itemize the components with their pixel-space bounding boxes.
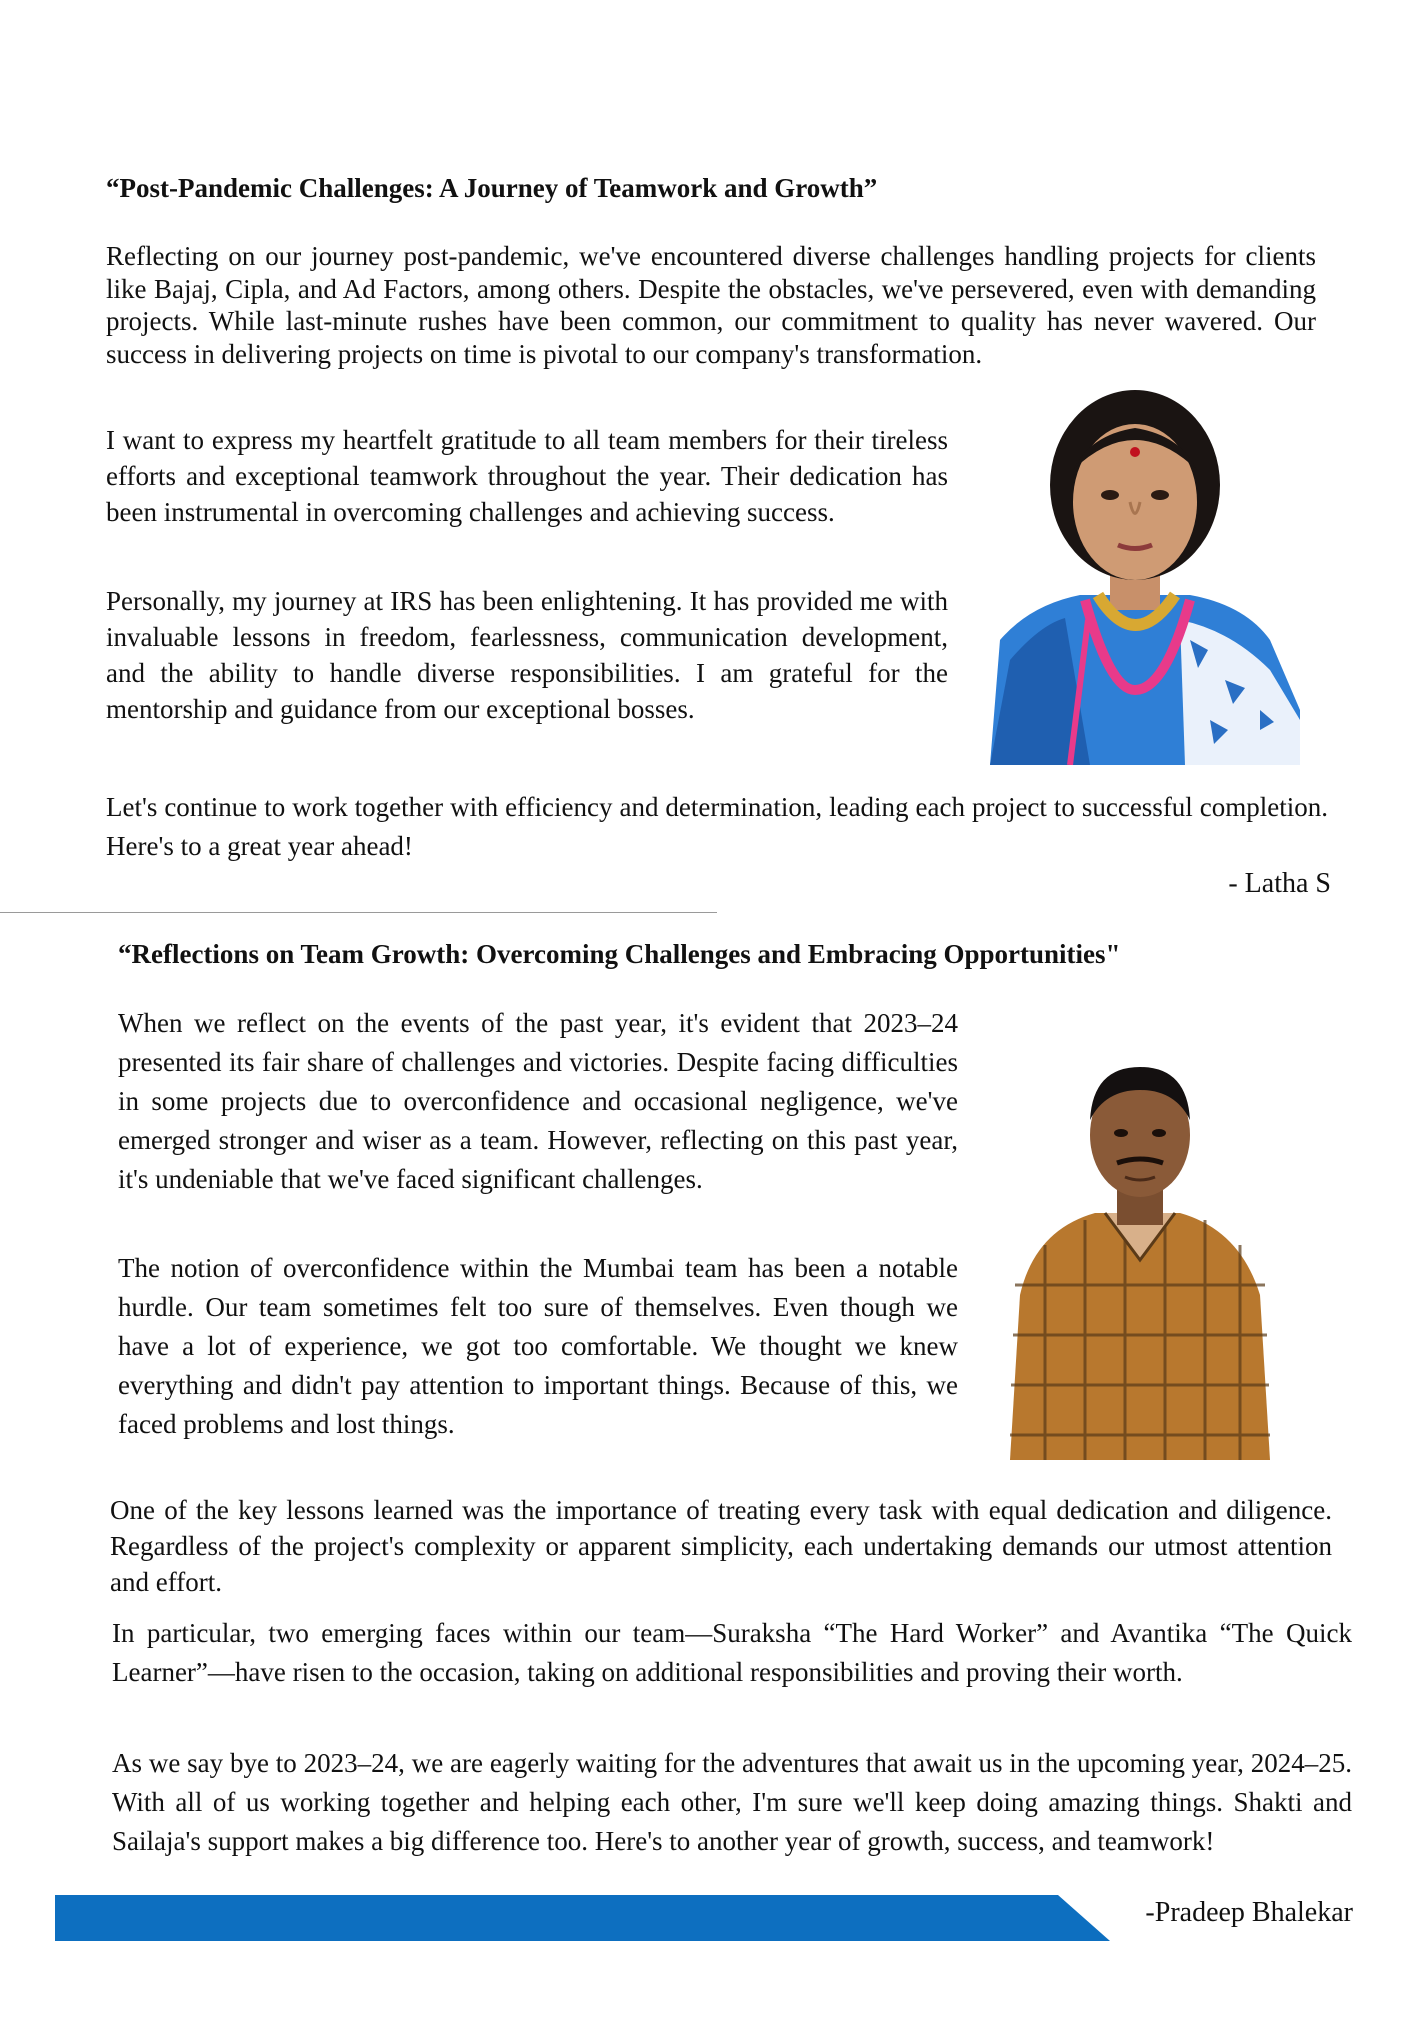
article1-author: - Latha S — [1228, 868, 1331, 899]
article1-title: “Post-Pandemic Challenges: A Journey of Teamwork and Growth” — [106, 173, 878, 203]
article1-paragraph-1: Reflecting on our journey post-pandemic, we've encountered diverse challenges handling projects for clients like Bajaj, Cipla, and Ad Factors, among others. Despite the obstacles, we've persevered, even with demanding projects. While last-minute rushes have been common, our commitment to quality has never wavered. Our success in delivering projects on time is pivotal to our company's transformation. — [106, 241, 1316, 369]
footer-accent-bar — [55, 1895, 1110, 1941]
article2-author: -Pradeep Bhalekar — [1145, 1897, 1353, 1928]
article2-title: “Reflections on Team Growth: Overcoming Challenges and Embracing Opportunities" — [118, 939, 1121, 969]
article2-paragraph-3: One of the key lessons learned was the importance of treating every task with equal dedication and diligence. Regardless of the project's complexity or apparent simplicity, each undertaking demands our utmost attention and effort. — [110, 1495, 1332, 1597]
portrait-photo-woman — [970, 390, 1300, 765]
article2-paragraph-5: As we say bye to 2023–24, we are eagerly waiting for the adventures that await us in the upcoming year, 2024–25. With all of us working together and helping each other, I'm sure we'll keep doing amazing things. Shakti and Sailaja's support makes a big difference too. Here's to another year of growth, success, and teamwork! — [112, 1748, 1352, 1856]
section-divider — [0, 912, 717, 913]
portrait-photo-man — [1005, 1045, 1275, 1460]
article1-paragraph-2: I want to express my heartfelt gratitude to all team members for their tireless efforts and exceptional teamwork throughout the year. Their dedication has been instrumental in overcoming challenges and achieving success. — [106, 425, 948, 527]
article2-paragraph-2: The notion of overconfidence within the Mumbai team has been a notable hurdle. Our team sometimes felt too sure of themselves. Even though we have a lot of experience, we got too comfortable. We thought we knew everything and didn't pay attention to important things. Because of this, we faced problems and lost things. — [118, 1253, 958, 1439]
article2-paragraph-4: In particular, two emerging faces within our team—Suraksha “The Hard Worker” and Avantika “The Quick Learner”—have risen to the occasion, taking on additional responsibilities and proving their worth. — [112, 1618, 1352, 1687]
article1-paragraph-4: Let's continue to work together with efficiency and determination, leading each project to successful completion. Here's to a great year ahead! — [106, 792, 1328, 861]
article2-paragraph-1: When we reflect on the events of the past year, it's evident that 2023–24 presented its fair share of challenges and victories. Despite facing difficulties in some projects due to overconfidence and occasional negligence, we've emerged stronger and wiser as a team. However, reflecting on this past year, it's undeniable that we've faced significant challenges. — [118, 1008, 958, 1194]
article1-paragraph-3: Personally, my journey at IRS has been enlightening. It has provided me with invaluable lessons in freedom, fearlessness, communication development, and the ability to handle diverse responsibilities. I am grateful for the mentorship and guidance from our exceptional bosses. — [106, 586, 948, 724]
